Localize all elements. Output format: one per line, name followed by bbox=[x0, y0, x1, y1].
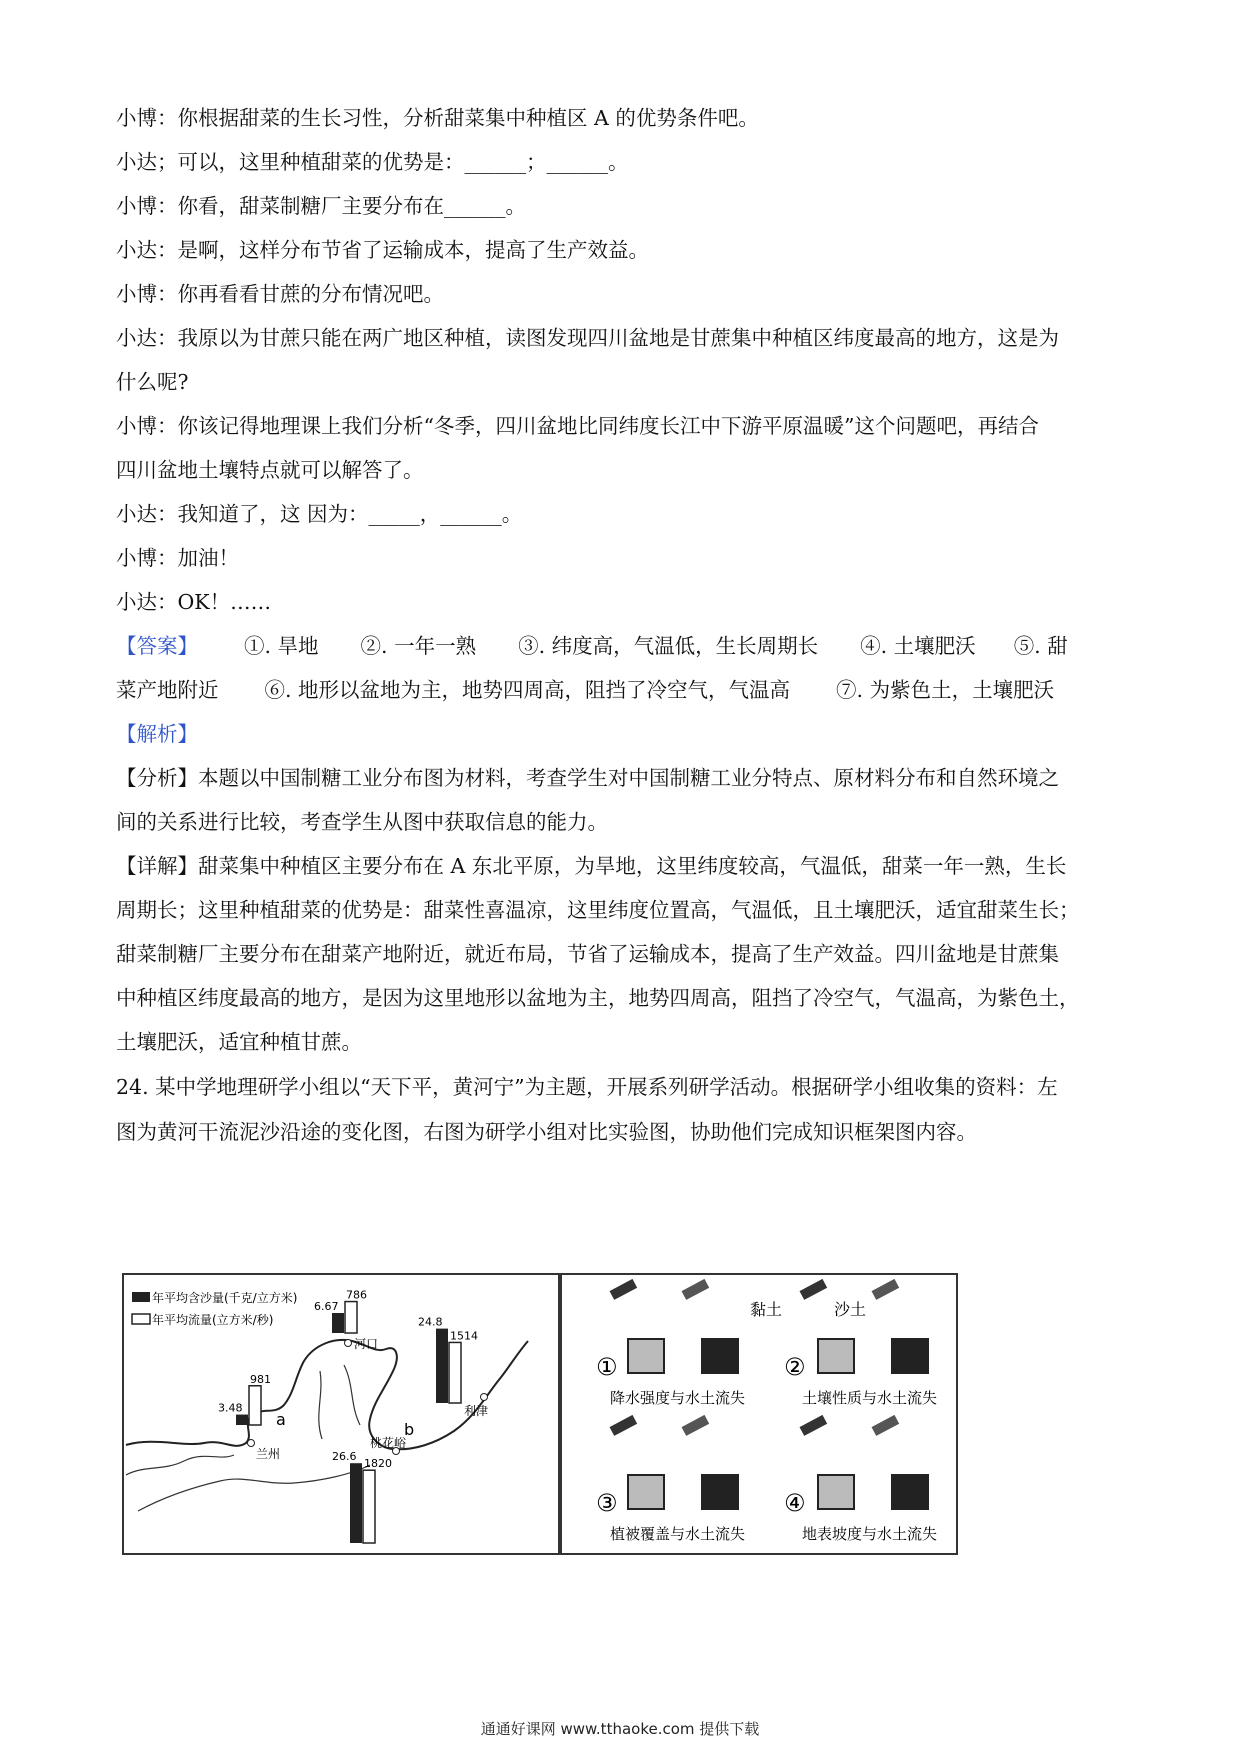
experiment-caption: 土壤性质与水土流失 bbox=[802, 1389, 938, 1407]
station-name: 桃花峪 bbox=[370, 1436, 407, 1450]
station-name: 利津 bbox=[464, 1404, 489, 1418]
soil-erosion-experiment-figure bbox=[560, 1273, 958, 1555]
experiment-caption: 植被覆盖与水土流失 bbox=[610, 1525, 746, 1543]
answer-item: ①. 旱地 bbox=[244, 634, 319, 658]
sand-value-label: 3.48 bbox=[218, 1401, 243, 1415]
yellow-river-course bbox=[126, 1340, 528, 1449]
dialogue-line: 小博：你该记得地理课上我们分析“冬季，四川盆地比同纬度长江中下游平原温暖”这个问题吧，再结合 bbox=[116, 414, 1039, 438]
tributary-line bbox=[126, 1455, 234, 1475]
answer-item: ⑤. 甜 bbox=[1013, 634, 1068, 658]
analysis-line: 【分析】本题以中国制糖工业分布图为材料，考查学生对中国制糖工业分特点、原材料分布和自然环境之 bbox=[116, 766, 1059, 790]
beaker-light-icon bbox=[818, 1339, 854, 1373]
sprinkler-icon bbox=[800, 1279, 828, 1300]
point-a-label: a bbox=[276, 1410, 286, 1429]
dialogue-line: 小博：你再看看甘蔗的分布情况吧。 bbox=[116, 282, 444, 306]
experiment-caption: 地表坡度与水土流失 bbox=[802, 1525, 938, 1543]
detail-line: 【详解】甜菜集中种植区主要分布在 A 东北平原，为旱地，这里纬度较高，气温低，甜菜一年一熟，生长 bbox=[116, 854, 1067, 878]
soil-label-sand: 沙土 bbox=[834, 1300, 867, 1319]
flow-value-label: 786 bbox=[346, 1288, 367, 1302]
dialogue-line: 小博：你看，甜菜制糖厂主要分布在______。 bbox=[116, 194, 526, 218]
answer-item: 菜产地附近 bbox=[116, 678, 219, 702]
detail-line: 中种植区纬度最高的地方，是因为这里地形以盆地为主，地势四周高，阻挡了冷空气，气温高，为紫色土， bbox=[116, 986, 1080, 1010]
answer-line bbox=[116, 675, 1140, 705]
experiment-number: ① bbox=[596, 1353, 618, 1381]
experiment-caption: 降水强度与水土流失 bbox=[610, 1389, 746, 1407]
answer-item: ③. 纬度高，气温低，生长周期长 bbox=[518, 634, 819, 658]
station-name: 兰州 bbox=[256, 1447, 281, 1461]
answer-item: ④. 土壤肥沃 bbox=[860, 634, 976, 658]
dialogue-line: 小达：我知道了，这 因为：_____，______。 bbox=[116, 502, 523, 526]
beaker-light-icon bbox=[628, 1339, 664, 1373]
legend-flow-label: 年平均流量(立方米/秒) bbox=[152, 1313, 274, 1327]
sand-bar bbox=[436, 1329, 448, 1403]
point-b-label: b bbox=[404, 1420, 415, 1439]
analysis-tag: 【解析】 bbox=[116, 722, 198, 746]
dialogue-line: 小博：你根据甜菜的生长习性，分析甜菜集中种植区 A 的优势条件吧。 bbox=[116, 106, 759, 130]
sand-bar bbox=[236, 1415, 248, 1425]
detail-line: 周期长；这里种植甜菜的优势是：甜菜性喜温凉，这里纬度位置高，气温低，且土壤肥沃，适宜甜菜生长； bbox=[116, 898, 1080, 922]
river-map-svg bbox=[124, 1275, 558, 1553]
station-marker bbox=[345, 1340, 352, 1347]
experiment-number: ③ bbox=[596, 1489, 618, 1517]
analysis-line: 间的关系进行比较，考查学生从图中获取信息的能力。 bbox=[116, 810, 608, 834]
page-footer: 通通好课网 www.tthaoke.com 提供下载 bbox=[480, 1720, 760, 1738]
question-line: 图为黄河干流泥沙沿途的变化图，右图为研学小组对比实验图，协助他们完成知识框架图内容。 bbox=[116, 1120, 977, 1144]
beaker-light-icon bbox=[818, 1475, 854, 1509]
beaker-dark-icon bbox=[702, 1339, 738, 1373]
dialogue-line: 小达；可以，这里种植甜菜的优势是：______；______。 bbox=[116, 150, 629, 174]
sprinkler-icon bbox=[610, 1415, 638, 1436]
answer-line bbox=[116, 631, 1140, 661]
sprinkler-icon bbox=[872, 1415, 900, 1436]
beaker-light-icon bbox=[628, 1475, 664, 1509]
station-marker bbox=[248, 1440, 255, 1447]
detail-line: 土壤肥沃，适宜种植甘蔗。 bbox=[116, 1030, 362, 1054]
sand-value-label: 26.6 bbox=[332, 1450, 357, 1464]
flow-bar bbox=[249, 1386, 261, 1425]
dialogue-line: 什么呢? bbox=[116, 370, 189, 394]
flow-value-label: 1514 bbox=[450, 1329, 478, 1343]
sprinkler-icon bbox=[682, 1415, 710, 1436]
tributary-line bbox=[344, 1365, 360, 1425]
answer-tag: 【答案】 bbox=[116, 634, 198, 658]
beaker-dark-icon bbox=[892, 1339, 928, 1373]
flow-value-label: 1820 bbox=[364, 1457, 392, 1471]
flow-value-label: 981 bbox=[250, 1372, 271, 1386]
sand-bar bbox=[332, 1313, 344, 1333]
dialogue-line: 四川盆地土壤特点就可以解答了。 bbox=[116, 458, 424, 482]
dialogue-line: 小博：加油！ bbox=[116, 546, 239, 570]
beaker-dark-icon bbox=[892, 1475, 928, 1509]
sprinkler-icon bbox=[872, 1279, 900, 1300]
sprinkler-icon bbox=[610, 1279, 638, 1300]
answer-item: ⑦. 为紫色土，土壤肥沃 bbox=[836, 678, 1055, 702]
dialogue-line: 小达：OK！…… bbox=[116, 590, 272, 614]
yellow-river-sediment-figure bbox=[122, 1273, 560, 1555]
legend-sand-label: 年平均含沙量(千克/立方米) bbox=[152, 1291, 298, 1305]
soil-label-clay: 黏土 bbox=[750, 1300, 783, 1319]
sprinkler-icon bbox=[682, 1279, 710, 1300]
station-marker bbox=[481, 1394, 488, 1401]
answer-item: ⑥. 地形以盆地为主，地势四周高，阻挡了冷空气，气温高 bbox=[264, 678, 791, 702]
sand-bar bbox=[350, 1463, 362, 1543]
sand-value-label: 6.67 bbox=[314, 1299, 339, 1313]
flow-bar bbox=[449, 1342, 461, 1403]
answer-item: ②. 一年一熟 bbox=[360, 634, 477, 658]
tributary-line bbox=[319, 1371, 322, 1439]
dialogue-line: 小达：我原以为甘蔗只能在两广地区种植，读图发现四川盆地是甘蔗集中种植区纬度最高的地方，这是为 bbox=[116, 326, 1059, 350]
legend-swatch-sand bbox=[132, 1292, 150, 1302]
detail-line: 甜菜制糖厂主要分布在甜菜产地附近，就近布局，节省了运输成本，提高了生产效益。四川盆地是甘蔗集 bbox=[116, 942, 1059, 966]
flow-bar bbox=[363, 1470, 375, 1543]
station-name: 河口 bbox=[354, 1337, 379, 1351]
experiment-svg bbox=[562, 1275, 956, 1553]
flow-bar bbox=[345, 1302, 357, 1333]
sprinkler-icon bbox=[800, 1415, 828, 1436]
experiment-number: ④ bbox=[784, 1489, 806, 1517]
tributary-line bbox=[138, 1465, 370, 1511]
question-line: 24. 某中学地理研学小组以“天下平，黄河宁”为主题，开展系列研学活动。根据研学小组收集的资料：左 bbox=[116, 1075, 1058, 1099]
experiment-number: ② bbox=[784, 1353, 806, 1381]
beaker-dark-icon bbox=[702, 1475, 738, 1509]
sand-value-label: 24.8 bbox=[418, 1315, 443, 1329]
dialogue-line: 小达：是啊，这样分布节省了运输成本，提高了生产效益。 bbox=[116, 238, 649, 262]
legend-swatch-flow bbox=[132, 1314, 150, 1324]
